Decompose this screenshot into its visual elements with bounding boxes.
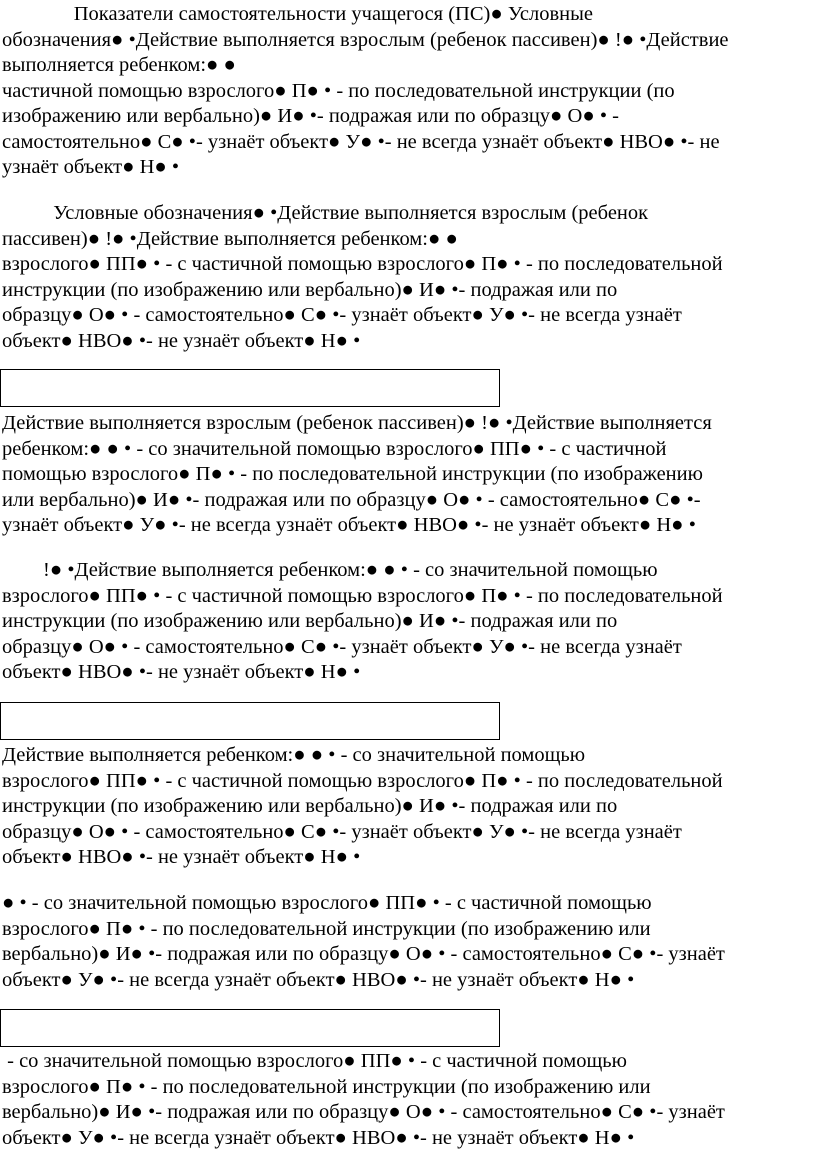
text-line: вербально)● И● •- подражая или по образцу● О● • - самостоятельно● С● •- узнаёт	[2, 943, 725, 965]
text-line: взрослого● ПП● • - с частичной помощью взрослого● П● • - по последовательной	[2, 769, 723, 792]
text-line: Условные обозначения● •Действие выполняется взрослым (ребенок	[2, 202, 649, 224]
text-line: самостоятельно● С● •- узнаёт объект● У● •- не всегда узнаёт объект● НВО● •- не	[2, 130, 720, 153]
paragraph-7	[2, 1049, 812, 1151]
text-line: объект● НВО● •- не узнаёт объект● Н● •	[2, 329, 361, 352]
text-line: помощью взрослого● П● • - по последовательной инструкции (по изображению	[2, 463, 703, 485]
text-line: ● • - со значительной помощью взрослого● ПП● • - с частичной помощью	[2, 892, 652, 914]
paragraph-4	[2, 558, 812, 686]
text-line: - со значительной помощью взрослого● ПП● • - с частичной помощью	[2, 1050, 627, 1072]
text-line: Действие выполняется ребенком:● ● • - со значительной помощью	[2, 744, 586, 766]
text-line: изображению или вербально)● И● •- подражая или по образцу● О● • -	[2, 105, 620, 127]
text-line: образцу● О● • - самостоятельно● С● •- узнаёт объект● У● •- не всегда узнаёт	[2, 304, 682, 326]
paragraph-5	[2, 743, 812, 871]
text-line: инструкции (по изображению или вербально)● И● •- подражая или по	[2, 795, 618, 817]
text-line: или вербально)● И● •- подражая или по образцу● О● • - самостоятельно● С● •-	[2, 488, 701, 511]
text-line: ребенком:● ● • - со значительной помощью взрослого● ПП● • - с частичной	[2, 437, 667, 460]
paragraph-1	[2, 2, 812, 181]
text-line: узнаёт объект● У● •- не всегда узнаёт объект● НВО● •- не узнаёт объект● Н● •	[2, 514, 696, 536]
text-line: Действие выполняется взрослым (ребенок пассивен)● !● •Действие выполняется	[2, 412, 712, 434]
text-line: объект● У● •- не всегда узнаёт объект● НВО● •- не узнаёт объект● Н● •	[2, 1126, 635, 1149]
text-line: узнаёт объект● Н● •	[2, 156, 180, 178]
text-line: образцу● О● • - самостоятельно● С● •- узнаёт объект● У● •- не всегда узнаёт	[2, 635, 682, 658]
text-line: частичной помощью взрослого● П● • - по последовательной инструкции (по	[2, 79, 675, 102]
text-line: инструкции (по изображению или вербально)● И● •- подражая или по	[2, 278, 618, 301]
text-line: !● •Действие выполняется ребенком:● ● • - со значительной помощью	[2, 559, 658, 581]
text-line: взрослого● П● • - по последовательной инструкции (по изображению или	[2, 1075, 651, 1098]
text-line: объект● У● •- не всегда узнаёт объект● НВО● •- не узнаёт объект● Н● •	[2, 968, 635, 991]
text-line: взрослого● П● • - по последовательной инструкции (по изображению или	[2, 917, 651, 940]
paragraph-6	[2, 891, 812, 993]
text-line: образцу● О● • - самостоятельно● С● •- узнаёт объект● У● •- не всегда узнаёт	[2, 820, 682, 843]
text-line: вербально)● И● •- подражая или по образцу● О● • - самостоятельно● С● •- узнаёт	[2, 1101, 725, 1123]
text-line: объект● НВО● •- не узнаёт объект● Н● •	[2, 846, 361, 868]
paragraph-3	[2, 411, 812, 539]
text-line: обозначения● •Действие выполняется взрослым (ребенок пассивен)● !● •Действие	[2, 28, 729, 51]
text-line: инструкции (по изображению или вербально)● И● •- подражая или по	[2, 610, 618, 632]
text-line: Показатели самостоятельности учащегося (ПС)● Условные	[2, 3, 594, 25]
empty-text-box	[0, 702, 500, 740]
text-line: взрослого● ПП● • - с частичной помощью взрослого● П● • - по последовательной	[2, 584, 723, 607]
text-line: взрослого● ПП● • - с частичной помощью взрослого● П● • - по последовательной	[2, 253, 723, 275]
text-line: пассивен)● !● •Действие выполняется ребенком:● ●	[2, 227, 458, 250]
paragraph-2	[2, 201, 812, 354]
text-line: объект● НВО● •- не узнаёт объект● Н● •	[2, 661, 361, 683]
empty-text-box	[0, 1009, 500, 1047]
empty-text-box	[0, 369, 500, 407]
text-line: выполняется ребенком:● ●	[2, 54, 236, 76]
